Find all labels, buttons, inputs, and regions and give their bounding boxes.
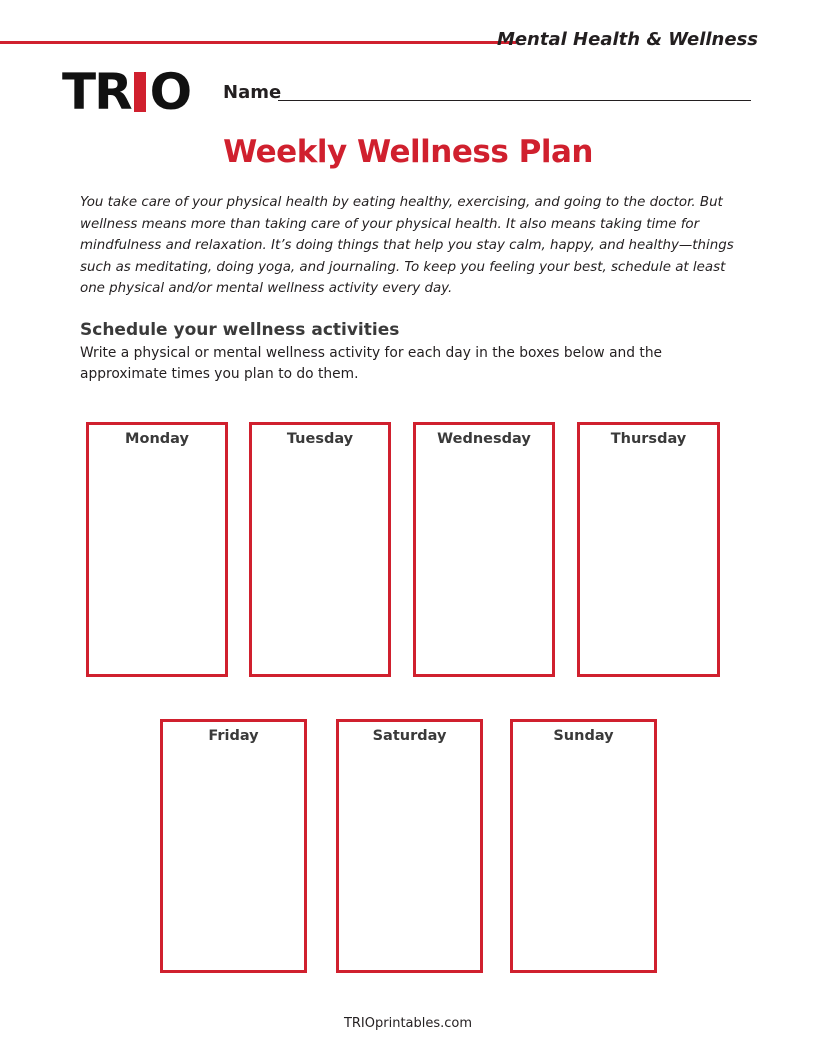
instructions-text: Write a physical or mental wellness activity for each day in the boxes below and the approximate times you plan to do them. bbox=[80, 345, 663, 382]
day-label-friday: Friday bbox=[208, 728, 259, 744]
header-rule bbox=[0, 41, 516, 44]
day-box-thursday[interactable] bbox=[577, 422, 720, 677]
name-label: Name bbox=[223, 82, 282, 103]
name-input-line[interactable] bbox=[278, 100, 751, 101]
day-label-thursday: Thursday bbox=[610, 431, 687, 447]
day-box-friday[interactable] bbox=[160, 719, 307, 973]
day-label-sunday: Sunday bbox=[553, 728, 614, 744]
day-box-tuesday[interactable] bbox=[249, 422, 391, 677]
day-box-monday[interactable] bbox=[86, 422, 228, 677]
category-label: Mental Health & Wellness bbox=[496, 29, 758, 50]
intro-paragraph: You take care of your physical health by eating healthy, exercising, and going to the doctor. But wellness means more than taking care of your physical health. It also means taking time for mindfulness and relaxation. It’s doing things that help you stay calm, happy, and healthy—things such as meditating, doing yoga, and journaling. To keep you feeling your best, schedule at least one physical and/or mental wellness activity every day. bbox=[80, 195, 734, 296]
trio-logo: TR O bbox=[62, 63, 191, 121]
footer-url: TRIOprintables.com bbox=[343, 1016, 473, 1031]
day-box-saturday[interactable] bbox=[336, 719, 483, 973]
day-label-tuesday: Tuesday bbox=[286, 431, 354, 447]
day-label-saturday: Saturday bbox=[372, 728, 447, 744]
day-label-monday: Monday bbox=[125, 431, 189, 447]
day-box-wednesday[interactable] bbox=[413, 422, 555, 677]
day-label-wednesday: Wednesday bbox=[437, 431, 531, 447]
section-heading: Schedule your wellness activities bbox=[80, 320, 400, 340]
day-box-sunday[interactable] bbox=[510, 719, 657, 973]
page-title: Weekly Wellness Plan bbox=[223, 134, 593, 170]
